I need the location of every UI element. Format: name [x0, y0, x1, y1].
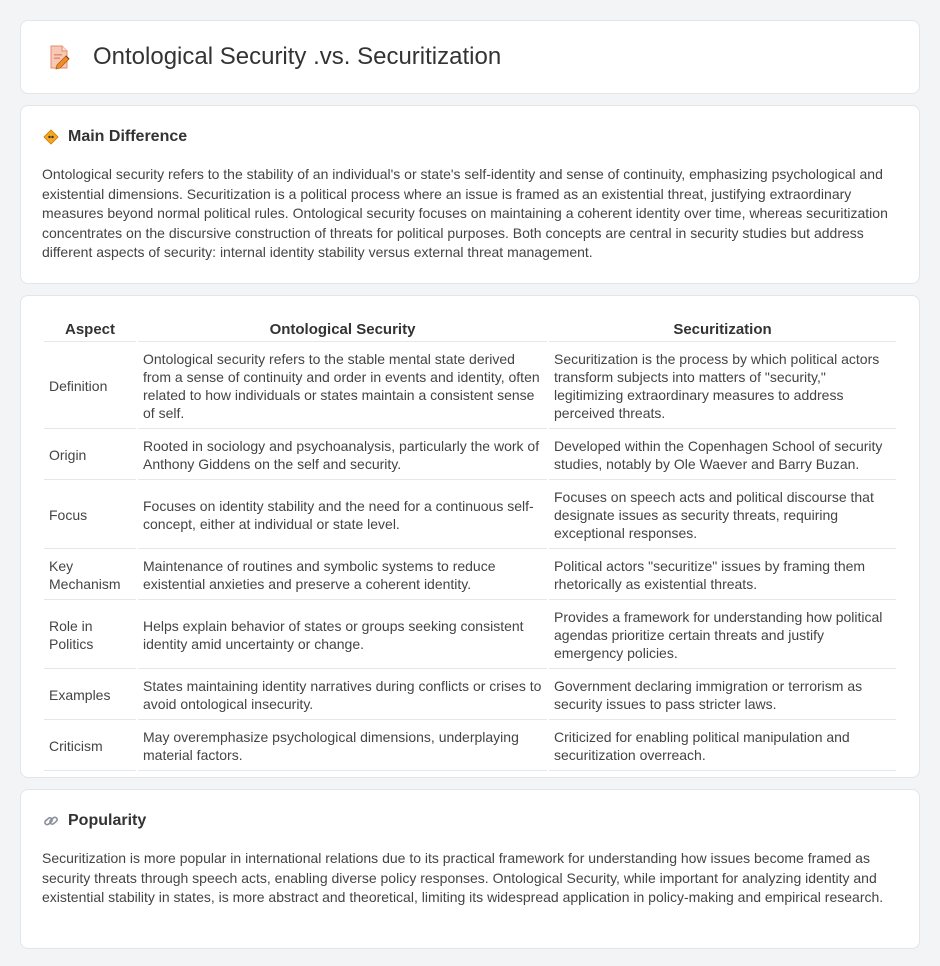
popularity-heading [42, 812, 898, 830]
popularity-text: Securitization is more popular in international relations due to its practical framework for understanding how issues become framed as security threats through speech acts, enabling diverse policy responses. Ontological Security, while important for analyzing identity and existential stability in states, is more abstract and theoretical, limiting its widespread application in policy-making and empirical research. [42, 850, 884, 906]
diamond-sign-icon [42, 128, 60, 146]
row-aspect: Definition [44, 344, 136, 429]
row-ontological-security: Focuses on identity stability and the need for a continuous self-concept, either at individual or state level. [138, 482, 547, 549]
row-securitization: Securitization is the process by which political actors transform subjects into matters of "security," legitimizing extraordinary measures to address perceived threats. [549, 344, 896, 429]
row-aspect: Key Mechanism [44, 551, 136, 600]
main-difference-title: Main Difference [68, 128, 188, 145]
row-aspect: Examples [44, 671, 136, 720]
row-ontological-security: May overemphasize psychological dimensions, underplaying material factors. [138, 722, 547, 771]
comparison-table [42, 316, 898, 773]
row-ontological-security: Ontological security refers to the stable mental state derived from a sense of continuity and order in events and identity, often related to how individuals or states maintain a consistent sense of self. [138, 344, 547, 429]
popularity-title: Popularity [68, 812, 147, 829]
popularity-section [20, 789, 920, 949]
row-securitization: Developed within the Copenhagen School of security studies, notably by Ole Waever and Barry Buzan. [549, 431, 896, 480]
page-title: Ontological Security .vs. Securitization [93, 43, 502, 70]
row-ontological-security: States maintaining identity narratives during conflicts or crises to avoid ontological insecurity. [138, 671, 547, 720]
page-header [20, 20, 920, 94]
table-row [44, 431, 896, 480]
row-ontological-security: Rooted in sociology and psychoanalysis, particularly the work of Anthony Giddens on the self and security. [138, 431, 547, 480]
header-aspect: Aspect [44, 318, 136, 342]
document-edit-icon [45, 43, 73, 71]
table-row [44, 671, 896, 720]
row-aspect: Criticism [44, 722, 136, 771]
row-ontological-security: Maintenance of routines and symbolic systems to reduce existential anxieties and preserve a coherent identity. [138, 551, 547, 600]
table-row [44, 602, 896, 669]
row-securitization: Focuses on speech acts and political discourse that designate issues as security threats, requiring exceptional responses. [549, 482, 896, 549]
comparison-section [20, 295, 920, 778]
table-row [44, 482, 896, 549]
table-row [44, 551, 896, 600]
row-ontological-security: Helps explain behavior of states or groups seeking consistent identity amid uncertainty or change. [138, 602, 547, 669]
table-row [44, 722, 896, 771]
row-aspect: Focus [44, 482, 136, 549]
main-difference-section [20, 105, 920, 284]
table-row [44, 344, 896, 429]
row-securitization: Provides a framework for understanding how political agendas prioritize certain threats and justify emergency policies. [549, 602, 896, 669]
header-securitization: Securitization [549, 318, 896, 342]
table-header-row [44, 318, 896, 342]
row-securitization: Political actors "securitize" issues by framing them rhetorically as existential threats. [549, 551, 896, 600]
main-difference-heading [42, 128, 898, 146]
main-difference-text: Ontological security refers to the stability of an individual's or state's self-identity and sense of continuity, emphasizing psychological and existential dimensions. Securitization is a political process where an issue is framed as an existential threat, justifying extraordinary measures beyond normal political rules. Ontological security focuses on maintaining a coherent identity over time, whereas securitization concentrates on the discursive construction of threats for political purposes. Both concepts are central in security studies but address different aspects of security: internal identity stability versus external threat management. [42, 166, 888, 261]
header-ontological-security: Ontological Security [138, 318, 547, 342]
row-aspect: Origin [44, 431, 136, 480]
row-securitization: Criticized for enabling political manipulation and securitization overreach. [549, 722, 896, 771]
row-aspect: Role in Politics [44, 602, 136, 669]
link-icon [42, 812, 60, 830]
row-securitization: Government declaring immigration or terrorism as security issues to pass stricter laws. [549, 671, 896, 720]
